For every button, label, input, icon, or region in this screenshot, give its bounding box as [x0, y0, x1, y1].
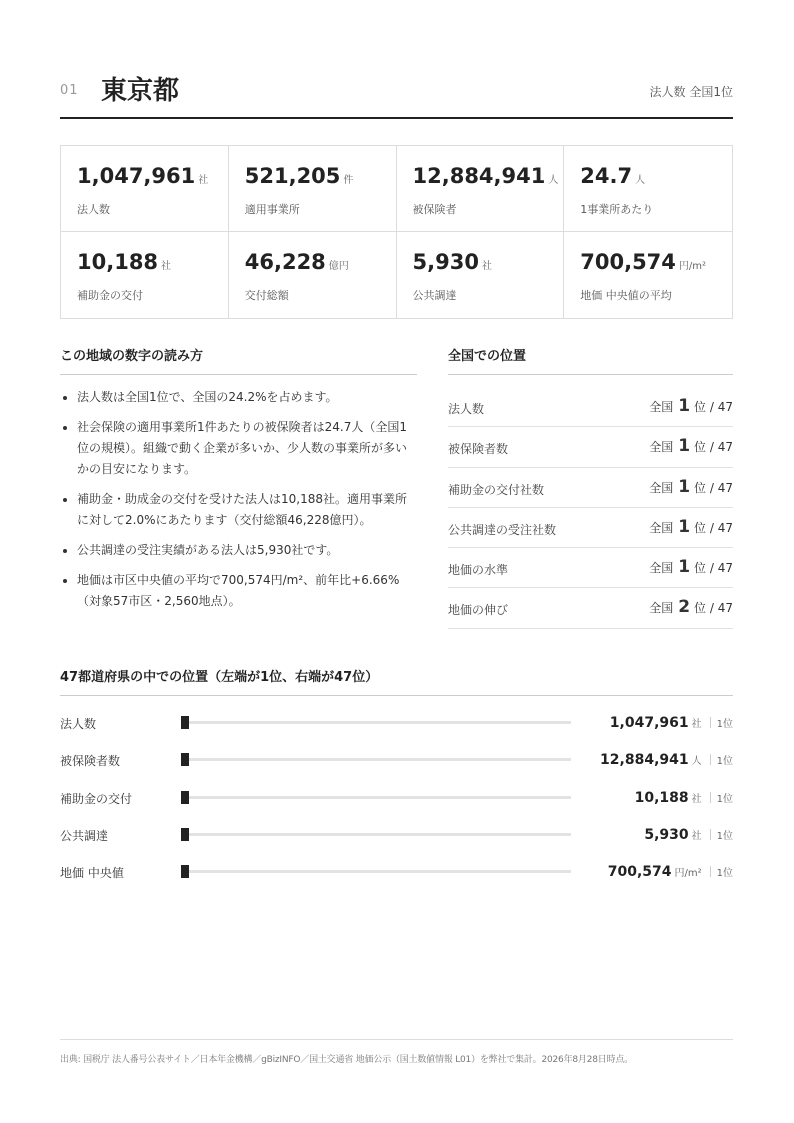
- stat-unit: 件: [343, 175, 354, 186]
- reading-bullet: 社会保険の適用事業所1件あたりの被保険者は24.7人（全国1位の規模）。組織で動く企業が多いか、少人数の事業所が多いかの目安になります。: [60, 417, 417, 480]
- reading-bullet: 法人数は全国1位で、全国の24.2%を占めます。: [60, 387, 417, 408]
- stat-label: 法人数: [77, 203, 110, 216]
- stat-unit: 社: [198, 175, 209, 186]
- position-label: 被保険者数: [60, 754, 121, 769]
- position-value: 5,930 社 1位: [644, 826, 733, 843]
- position-track: [181, 796, 571, 799]
- national-rank-row: [448, 387, 733, 427]
- stat-card-offices: [229, 146, 397, 232]
- stat-label: 地価 中央値の平均: [580, 289, 672, 302]
- stat-value: 521,205: [244, 164, 341, 188]
- stat-value: 1,047,961: [77, 164, 196, 188]
- stat-card-procurement: [397, 232, 565, 318]
- national-rank-label: 地価の伸び: [448, 603, 509, 618]
- rank-summary: 法人数 全国1位: [649, 85, 733, 99]
- reading-bullets: [60, 387, 417, 612]
- reading-section: [60, 345, 417, 621]
- stat-label: 交付総額: [244, 289, 289, 302]
- stat-label: 公共調達: [412, 289, 457, 302]
- stat-card-subsidy: [61, 232, 229, 318]
- position-track: [181, 833, 571, 836]
- position-label: 補助金の交付: [60, 791, 133, 806]
- stat-label: 適用事業所: [244, 203, 300, 216]
- positions-title: 47都道府県の中での位置（左端が1位、右端が47位）: [60, 666, 733, 696]
- national-rank-label: 被保険者数: [448, 442, 509, 457]
- national-rank-value: 全国 1 位 / 47: [649, 557, 733, 578]
- national-rank-label: 地価の水準: [448, 563, 509, 578]
- national-position-section: [448, 345, 733, 629]
- stat-value: 700,574: [580, 250, 676, 274]
- position-value: 1,047,961 社 1位: [609, 715, 733, 731]
- stat-value: 5,930: [412, 250, 479, 274]
- stat-label: 被保険者: [412, 203, 457, 216]
- national-rank-label: 補助金の交付社数: [448, 482, 545, 497]
- reading-bullet: 公共調達の受注実績がある法人は5,930社です。: [60, 540, 417, 561]
- position-label: 法人数: [60, 717, 97, 731]
- national-rank-value: 全国 1 位 / 47: [649, 436, 733, 457]
- stat-card-land-price: [564, 232, 732, 318]
- stat-card-subsidy-total: [229, 232, 397, 318]
- stat-unit: 社: [481, 261, 492, 272]
- prefecture-position-section: [60, 666, 733, 895]
- stat-value: 10,188: [77, 250, 159, 274]
- national-title: 全国での位置: [448, 345, 733, 375]
- reading-bullet: 地価は市区中央値の平均で700,574円/m²、前年比+6.66%（対象57市区・2,560地点）。: [60, 570, 417, 612]
- reading-bullet: 補助金・助成金の交付を受けた法人は10,188社。適用事業所に対して2.0%にあたります（交付総額46,228億円）。: [60, 489, 417, 531]
- stat-unit: 人: [548, 175, 559, 186]
- page-header: [60, 68, 733, 119]
- reading-title: この地域の数字の読み方: [60, 345, 417, 375]
- prefecture-name: 東京都: [101, 76, 180, 106]
- national-rank-label: 公共調達の受注社数: [448, 522, 557, 537]
- national-rank-label: 法人数: [448, 402, 485, 416]
- national-rank-row: [448, 588, 733, 628]
- position-marker: [181, 791, 189, 804]
- position-marker: [181, 753, 189, 766]
- national-rank-value: 全国 1 位 / 47: [649, 396, 733, 416]
- position-track: [181, 870, 571, 873]
- stat-value: 24.7: [580, 164, 633, 188]
- stat-grid: [60, 145, 733, 319]
- position-row: [60, 784, 733, 821]
- national-rank-list: [448, 387, 733, 629]
- position-row: [60, 858, 733, 895]
- stat-card-per-office: [564, 146, 732, 232]
- stat-unit: 社: [161, 261, 172, 272]
- stat-value: 12,884,941: [412, 164, 546, 188]
- stat-value: 46,228: [244, 250, 326, 274]
- position-label: 地価 中央値: [60, 866, 124, 881]
- national-rank-value: 全国 2 位 / 47: [649, 597, 733, 618]
- position-row: [60, 821, 733, 858]
- position-label: 公共調達: [60, 828, 109, 843]
- position-marker: [181, 828, 189, 841]
- position-marker: [181, 865, 189, 878]
- national-rank-value: 全国 1 位 / 47: [649, 516, 733, 537]
- stat-unit: 人: [635, 175, 646, 186]
- stat-label: 補助金の交付: [77, 289, 143, 302]
- national-rank-row: [448, 508, 733, 548]
- position-value: 700,574 円/m² 1位: [607, 864, 733, 881]
- stat-card-insured: [397, 146, 565, 232]
- prefecture-number: 01: [60, 83, 79, 98]
- position-track: [181, 758, 571, 761]
- stat-unit: 億円: [328, 261, 349, 272]
- national-rank-row: [448, 548, 733, 588]
- position-row: [60, 709, 733, 746]
- stat-unit: 円/m²: [678, 261, 707, 272]
- position-value: 12,884,941 人 1位: [600, 752, 733, 769]
- national-rank-row: [448, 468, 733, 508]
- position-bar-list: [60, 709, 733, 895]
- national-rank-row: [448, 427, 733, 467]
- prefecture-page: [60, 0, 733, 1123]
- position-marker: [181, 716, 189, 729]
- national-rank-value: 全国 1 位 / 47: [649, 476, 733, 497]
- stat-label: 1事業所あたり: [580, 203, 654, 216]
- position-row: [60, 746, 733, 783]
- position-value: 10,188 社 1位: [634, 789, 733, 806]
- stat-card-corporations: [61, 146, 229, 232]
- source-footer: 出典: 国税庁 法人番号公表サイト／日本年金機構／gBizINFO／国土交通省 地価公示（国土数値情報 L01）を弊社で集計。2026年8月28日時点。: [60, 1039, 733, 1065]
- position-track: [181, 721, 571, 724]
